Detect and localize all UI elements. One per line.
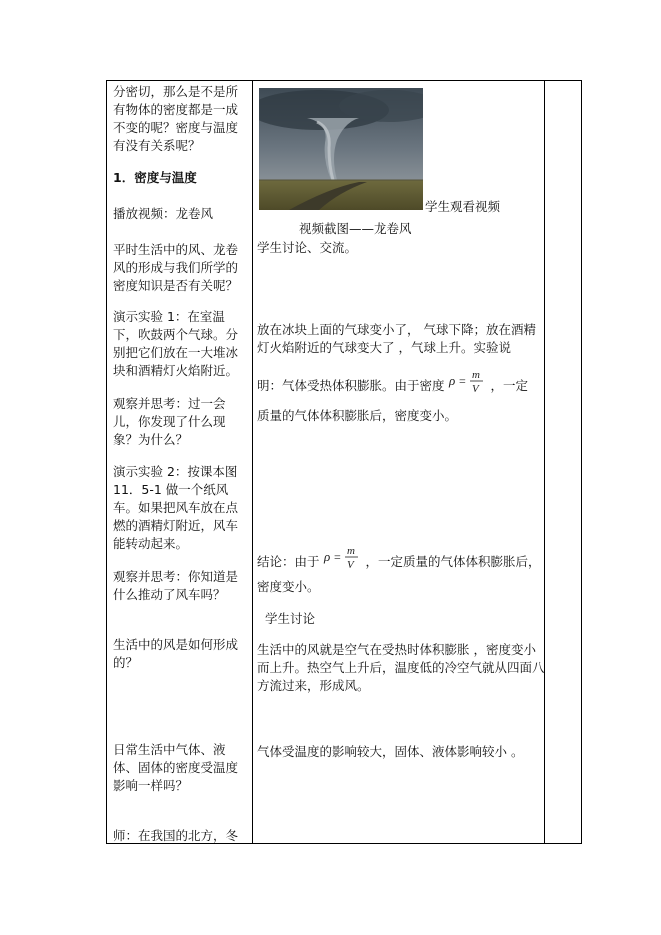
gas-effect-text: 气体受温度的影响较大，固体、液体影响较小 。 <box>257 744 524 759</box>
result-text-1d: 质量的气体体积膨胀后，密度变小。 <box>257 408 458 423</box>
discussion-text-2: 学生讨论 <box>265 611 316 626</box>
formula2-rho: ρ <box>323 549 330 564</box>
formula-m: m <box>471 369 480 381</box>
watch-video-text: 学生观看视频 <box>425 199 501 214</box>
formula-V: V <box>471 383 479 394</box>
image-caption: 视频截图——龙卷风 <box>299 221 412 236</box>
result-text-1a: 放在冰块上面的气球变小了， 气球下降；放在酒精灯火焰附近的气球变大了 ，气球上升。实验说 <box>257 322 536 355</box>
observe-question-1: 观察并思考：过一会儿，你发现了什么现象？为什么？ <box>113 396 226 447</box>
density-formula-2 <box>322 544 364 581</box>
conclusion-text-a: 结论：由于 <box>257 554 320 569</box>
question-wind-formation: 生活中的风是如何形成的？ <box>113 637 239 670</box>
play-video-text: 播放视频：龙卷风 <box>113 206 214 221</box>
conclusion-text-b: ，一定质量的气体体积膨胀后， <box>365 554 541 569</box>
demo-experiment-2: 演示实验 2：按课本图 11．5-1 做一个纸风车。如果把风车放在点燃的酒精灯附近，风车能转动起来。 <box>113 464 239 551</box>
question-wind: 平时生活中的风、龙卷风的形成与我们所学的密度知识是否有关呢？ <box>113 242 239 293</box>
formula-rho: ρ <box>448 373 455 388</box>
density-formula <box>447 368 489 405</box>
formula2-equals: = <box>333 550 341 564</box>
formula-equals: = <box>458 374 466 388</box>
teacher-text: 师：在我国的北方，冬 <box>113 828 239 843</box>
result-text-1b: 明：气体受热体积膨胀。由于密度 <box>257 378 445 393</box>
result-line-formula <box>257 368 547 405</box>
observe-question-2: 观察并思考：你知道是什么推动了风车吗？ <box>113 569 239 602</box>
section-heading: 1．密度与温度 <box>113 170 197 185</box>
formula2-V: V <box>346 559 354 570</box>
wind-explanation: 生活中的风就是空气在受热时体积膨胀 ，密度变小而上升。热空气上升后，温度低的冷空气就从四面八方流过来，形成风。 <box>257 642 545 693</box>
demo-experiment-1: 演示实验 1：在室温下，吹鼓两个气球。分别把它们放在一大堆冰块和酒精灯火焰附近。 <box>113 309 239 378</box>
conclusion-line <box>257 544 547 581</box>
formula2-m: m <box>346 545 355 557</box>
conclusion-text-c: 密度变小。 <box>257 579 320 594</box>
lesson-table <box>106 80 582 844</box>
question-temperature-effect: 日常生活中气体、液体、固体的密度受温度影响一样吗？ <box>113 742 239 793</box>
tornado-video-screenshot <box>259 88 423 210</box>
result-text-1c: ，一定 <box>490 378 529 393</box>
column-divider-1 <box>252 81 253 843</box>
column-divider-2 <box>544 81 545 843</box>
intro-text: 分密切，那么是不是所有物体的密度都是一成不变的呢？密度与温度有没有关系呢？ <box>113 84 239 153</box>
discussion-text-1: 学生讨论、交流。 <box>257 240 358 255</box>
